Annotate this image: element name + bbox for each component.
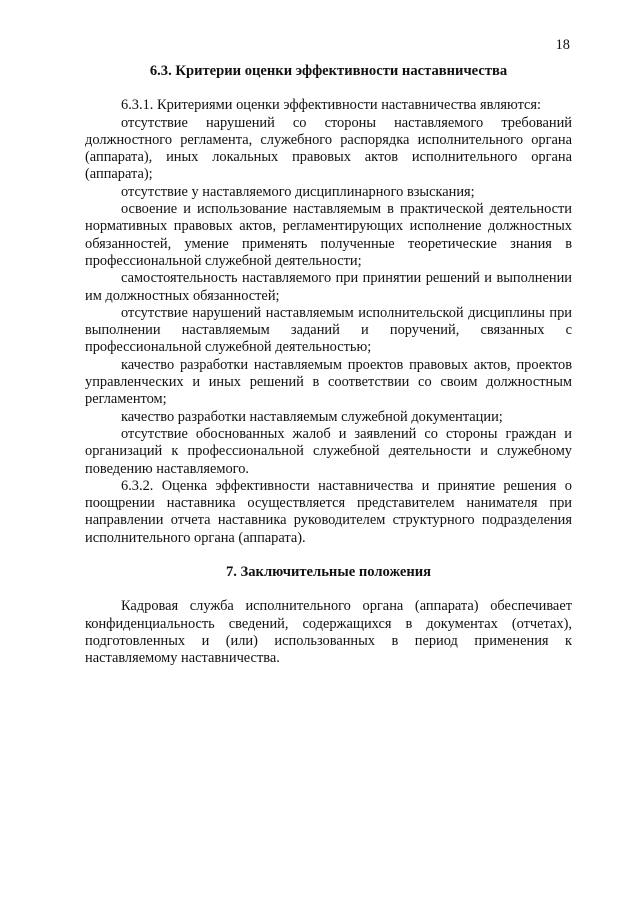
paragraph: освоение и использование наставляемым в практической деятельности нормативных правовых актов, регламентирующих исполнение должностных обязанностей, умение применять полученные теоретические знания в профессиональной служебной деятельности; bbox=[85, 201, 572, 269]
paragraph: Кадровая служба исполнительного органа (аппарата) обеспечивает конфиденциальность сведений, содержащихся в документах (отчетах), подготовленных и (или) использованных в период применения к наставляемому наставничества. bbox=[85, 598, 572, 667]
section-6-3-body bbox=[85, 97, 572, 547]
paragraph: качество разработки наставляемым служебной документации; bbox=[121, 408, 503, 425]
paragraph: 6.3.2. Оценка эффективности наставничества и принятие решения о поощрении наставника осуществляется представителем нанимателя при направлении отчета наставника руководителем структурного подразделения исполнительного органа (аппарата). bbox=[85, 477, 572, 546]
paragraph: отсутствие обоснованных жалоб и заявлений со стороны граждан и организаций к профессиональной служебной деятельности и служебному поведению наставляемого. bbox=[85, 425, 572, 477]
page-number: 18 bbox=[555, 37, 570, 53]
paragraph: отсутствие у наставляемого дисциплинарного взыскания; bbox=[121, 183, 475, 200]
paragraph: отсутствие нарушений наставляемым исполнительской дисциплины при выполнении наставляемым заданий и поручений, связанных с профессиональной служебной деятельностью; bbox=[85, 304, 572, 356]
section-heading-7: 7. Заключительные положения bbox=[225, 564, 432, 581]
section-7-body bbox=[85, 598, 572, 667]
paragraph: отсутствие нарушений со стороны наставляемого требований должностного регламента, служебного распорядка исполнительного органа (аппарата), иных локальных правовых актов исполнительного органа (аппарата); bbox=[85, 114, 572, 183]
paragraph: качество разработки наставляемым проектов правовых актов, проектов управленческих и иных решений в соответствии со своим должностным регламентом; bbox=[85, 356, 572, 408]
section-heading-6-3: 6.3. Критерии оценки эффективности наставничества bbox=[149, 63, 508, 79]
paragraph: 6.3.1. Критериями оценки эффективности наставничества являются: bbox=[121, 97, 542, 114]
paragraph: самостоятельность наставляемого при принятии решений и выполнении им должностных обязанностей; bbox=[85, 270, 572, 304]
document-body bbox=[85, 63, 572, 668]
